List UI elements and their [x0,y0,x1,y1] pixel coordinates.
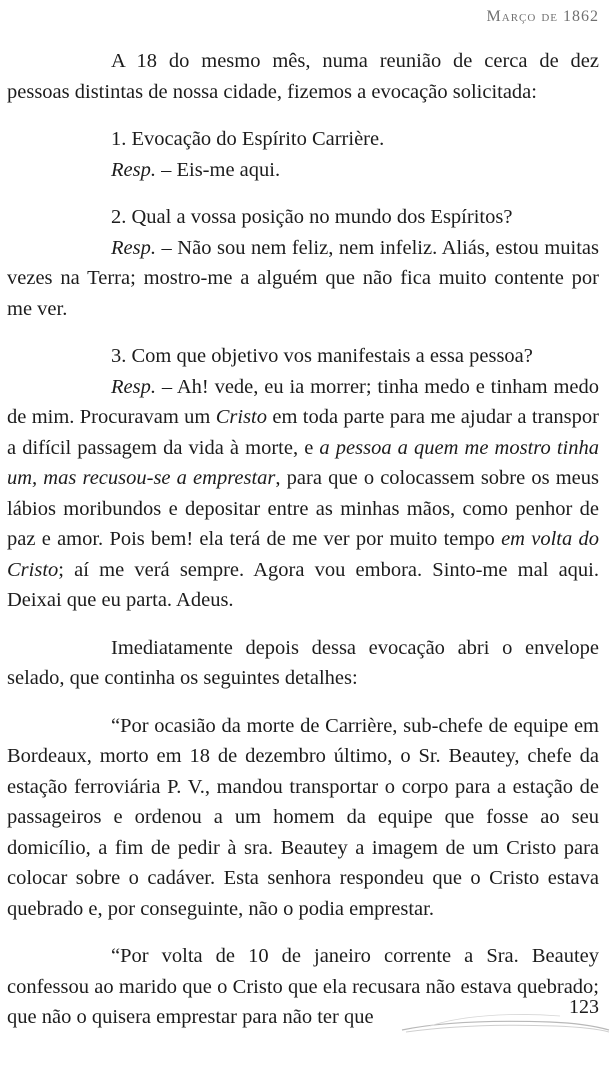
running-header: Março de 1862 [486,8,599,25]
question-2: 2. Qual a vossa posição no mundo dos Espíritos? [111,206,513,228]
answer-3-text-4: ; aí me verá sempre. Agora vou embora. Sinto-me mal aqui. Deixai que eu parta. Adeus. [7,558,599,611]
resp-label: Resp. [111,375,156,398]
answer-3-text-1: – Ah! vede, eu ia morrer; tinha medo e tinham medo de mim. Procuravam um [7,375,599,428]
answer-3 [7,372,599,616]
paragraph-quote-1: “Por ocasião da morte de Carrière, sub-chefe de equipe em Bordeaux, morto em 18 de dezembro último, o Sr. Beautey, chefe da estação ferroviária P. V., mandou transportar o corpo para a estação de passageiros e ordenou a um homem da equipe que fosse ao seu domicílio, a fim de pedir à sra. Beautey a imagem de um Cristo para colocar sobre o cadáver. Esta senhora respondeu que o Cristo estava quebrado e, por conseguinte, não o podia emprestar. [7,714,599,920]
paragraph-envelope: Imediatamente depois dessa evocação abri o envelope selado, que continha os seguintes detalhes: [7,636,599,689]
answer-3-italic-2: a pessoa a quem me mostro tinha um, mas recusou-se a emprestar [7,436,599,489]
answer-3-text-2: em toda parte para me ajudar a transpor a difícil passagem da vida à morte, e [7,406,599,459]
answer-3-text-3: , para que o colocassem sobre os meus lábios moribundos e depositar entre as minhas mãos, como penhor de paz e amor. Pois bem! ela terá de me ver por muito tempo [7,467,599,550]
answer-1-text: – Eis-me aqui. [155,158,281,181]
paragraph-intro: A 18 do mesmo mês, numa reunião de cerca de dez pessoas distintas de nossa cidade, fizemos a evocação solicitada: [7,50,599,103]
page-body [7,46,599,1033]
paragraph-quote-2: “Por volta de 10 de janeiro corrente a Sra. Beautey confessou ao marido que o Cristo que ela recusara não estava quebrado; que não o quisera emprestar para não ter que [7,945,599,1028]
answer-2-text: – Não sou nem feliz, nem infeliz. Aliás, estou muitas vezes na Terra; mostro-me a alguém que não fica muito contente por me ver. [7,236,599,320]
answer-2 [7,233,599,325]
answer-3-italic-1: Cristo [215,406,268,428]
page-number: 123 [569,996,599,1018]
answer-1 [7,155,599,186]
question-3: 3. Com que objetivo vos manifestais a essa pessoa? [111,345,533,367]
resp-label: Resp. [111,236,156,259]
answer-3-italic-3: em volta do Cristo [7,528,599,581]
resp-label: Resp. [111,158,156,181]
question-1: 1. Evocação do Espírito Carrière. [111,128,385,150]
